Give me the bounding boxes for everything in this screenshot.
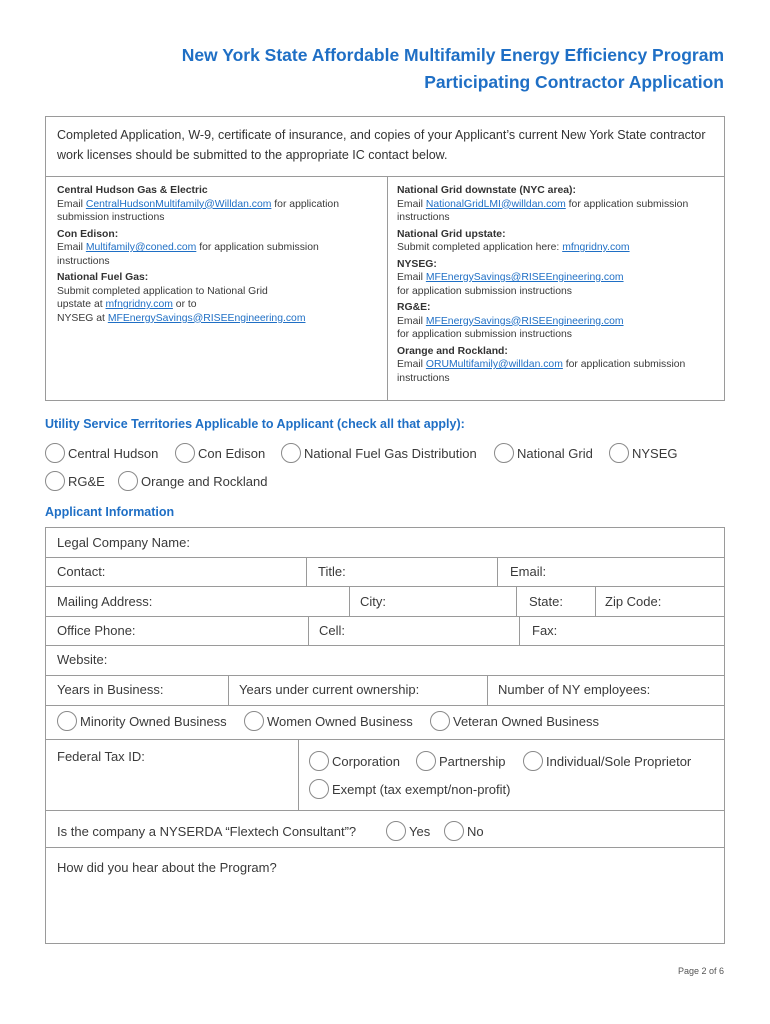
applicant-form	[45, 527, 725, 944]
contact-national-grid-downstate	[397, 184, 717, 225]
radio-circle[interactable]	[244, 711, 264, 731]
radio-circle[interactable]	[57, 711, 77, 731]
zip-code-label[interactable]: Zip Code:	[605, 594, 662, 609]
corporation-option[interactable]	[309, 751, 400, 771]
territories-heading: Utility Service Territories Applicable to Applicant (check all that apply):	[45, 417, 465, 431]
partnership-option[interactable]	[416, 751, 505, 771]
option-label: Con Edison	[198, 445, 266, 461]
contact-text: for application submission instructions	[397, 359, 686, 384]
option-label: Yes	[409, 823, 431, 839]
title-line-2: Participating Contractor Application	[424, 72, 724, 92]
contact-label[interactable]: Contact:	[57, 564, 106, 579]
veteran-owned-option[interactable]	[430, 711, 599, 731]
minority-owned-option[interactable]	[57, 711, 227, 731]
divider	[228, 675, 229, 705]
contact-text: for application submission instructions	[57, 242, 319, 267]
contact-text: Submit completed application to National Grid	[57, 285, 268, 297]
divider	[46, 645, 724, 646]
contacts-right-column	[397, 184, 717, 388]
tax-exempt-option[interactable]	[309, 779, 510, 799]
option-label: Corporation	[332, 753, 400, 769]
radio-circle[interactable]	[494, 443, 514, 463]
option-label: Women Owned Business	[267, 713, 413, 729]
radio-circle[interactable]	[386, 821, 406, 841]
radio-circle[interactable]	[309, 751, 329, 771]
office-phone-label[interactable]: Office Phone:	[57, 623, 136, 638]
contact-con-edison	[57, 228, 372, 269]
contact-text: Email	[397, 272, 426, 283]
women-owned-option[interactable]	[244, 711, 413, 731]
contact-text: for application submission instructions	[57, 198, 339, 223]
divider	[349, 586, 350, 616]
city-label[interactable]: City:	[360, 594, 386, 609]
how-heard-label[interactable]: How did you hear about the Program?	[57, 860, 277, 875]
contact-national-grid-upstate	[397, 228, 717, 255]
option-label: Central Hudson	[68, 445, 159, 461]
contact-central-hudson	[57, 184, 372, 225]
web-link[interactable]: mfngridny.com	[562, 242, 630, 253]
contact-text: Email	[397, 198, 426, 210]
contact-heading: Central Hudson Gas & Electric	[57, 185, 208, 196]
territory-rge[interactable]	[45, 471, 105, 491]
radio-circle[interactable]	[444, 821, 464, 841]
territory-central-hudson[interactable]	[45, 443, 158, 463]
state-label[interactable]: State:	[529, 594, 563, 609]
option-label: Partnership	[439, 753, 506, 769]
email-link[interactable]: MFEnergySavings@RISEEngineering.com	[107, 312, 306, 324]
contact-rge	[397, 301, 717, 342]
divider	[46, 616, 724, 617]
contact-text: Email	[57, 198, 86, 210]
email-link[interactable]: Multifamily@coned.com	[85, 242, 197, 253]
divider	[46, 675, 724, 676]
email-link[interactable]: NationalGridLMI@willdan.com	[425, 198, 566, 210]
divider	[46, 557, 724, 558]
web-link[interactable]: mfngridny.com	[105, 299, 173, 310]
divider	[497, 557, 498, 586]
divider	[487, 675, 488, 705]
contact-text: Email	[397, 315, 426, 327]
option-label: National Grid	[517, 445, 593, 461]
contact-heading: Con Edison:	[57, 228, 119, 240]
email-link[interactable]: MFEnergySavings@RISEEngineering.com	[425, 315, 624, 327]
contact-orange-rockland	[397, 345, 717, 386]
option-label: Minority Owned Business	[80, 713, 227, 729]
divider	[46, 810, 724, 811]
legal-company-name-label[interactable]: Legal Company Name:	[57, 535, 190, 550]
email-link[interactable]: CentralHudsonMultifamily@Willdan.com	[85, 198, 272, 210]
radio-circle[interactable]	[416, 751, 436, 771]
radio-circle[interactable]	[45, 471, 65, 491]
radio-circle[interactable]	[609, 443, 629, 463]
years-in-business-label[interactable]: Years in Business:	[57, 682, 164, 697]
option-label: No	[467, 823, 484, 839]
divider	[46, 739, 724, 740]
territory-orange-rockland[interactable]	[118, 471, 267, 491]
divider	[387, 176, 388, 400]
radio-circle[interactable]	[45, 443, 65, 463]
contact-text: Email	[397, 359, 426, 370]
divider	[46, 176, 724, 177]
option-label: Orange and Rockland	[141, 473, 268, 489]
radio-circle[interactable]	[175, 443, 195, 463]
contact-national-fuel	[57, 271, 372, 325]
divider	[308, 616, 309, 645]
contact-nyseg	[397, 258, 717, 299]
contact-text: or to	[172, 299, 197, 310]
sole-proprietor-option[interactable]	[523, 751, 691, 771]
fax-label[interactable]: Fax:	[532, 623, 558, 638]
contact-text: Email	[57, 242, 86, 253]
ny-employees-label[interactable]: Number of NY employees:	[498, 682, 651, 697]
contact-text: for application submission instructions	[397, 285, 572, 297]
divider	[46, 847, 724, 848]
email-label[interactable]: Email:	[510, 564, 547, 579]
contact-text: for application submission instructions	[397, 198, 689, 223]
contact-heading: National Fuel Gas:	[57, 272, 149, 283]
option-label: Exempt (tax exempt/non-profit)	[332, 781, 511, 797]
mailing-address-label[interactable]: Mailing Address:	[57, 594, 153, 609]
option-label: Veteran Owned Business	[453, 713, 599, 729]
contacts-left-column	[57, 184, 372, 328]
flextech-no-option[interactable]	[444, 821, 484, 841]
flextech-question: Is the company a NYSERDA “Flextech Consultant”?	[57, 824, 357, 839]
option-label: RG&E	[68, 473, 105, 489]
submission-instructions-box	[45, 116, 725, 401]
page-number: Page 2 of 6	[677, 966, 724, 976]
document-title	[182, 42, 724, 96]
territory-nyseg[interactable]	[609, 443, 678, 463]
divider	[516, 586, 517, 616]
contact-heading: RG&E:	[397, 302, 431, 313]
divider	[298, 739, 299, 810]
territory-con-edison[interactable]	[175, 443, 265, 463]
divider	[306, 557, 307, 586]
title-line-1: New York State Affordable Multifamily Energy Efficiency Program	[181, 45, 724, 65]
divider	[595, 586, 596, 616]
divider	[46, 705, 724, 706]
website-label[interactable]: Website:	[57, 652, 108, 667]
radio-circle[interactable]	[118, 471, 138, 491]
cell-label[interactable]: Cell:	[319, 623, 346, 638]
email-link[interactable]: ORUMultifamily@willdan.com	[425, 359, 563, 370]
contact-text: for application submission instructions	[397, 329, 572, 340]
territory-national-fuel-gas[interactable]	[281, 443, 477, 463]
option-label: National Fuel Gas Distribution	[304, 445, 477, 461]
contact-text: Submit completed application here:	[397, 242, 563, 253]
intro-text: Completed Application, W-9, certificate of insurance, and copies of your Applicant’s current New York State contractor work licenses should be submitted to the appropriate IC contact below.	[57, 128, 706, 162]
years-ownership-label[interactable]: Years under current ownership:	[239, 682, 420, 697]
radio-circle[interactable]	[309, 779, 329, 799]
contact-heading: National Grid downstate (NYC area):	[397, 185, 576, 196]
option-label: NYSEG	[632, 445, 678, 461]
territory-national-grid[interactable]	[494, 443, 593, 463]
federal-tax-id-label[interactable]: Federal Tax ID:	[57, 749, 145, 764]
contact-text: NYSEG at	[57, 312, 108, 324]
contact-heading: National Grid upstate:	[397, 228, 506, 240]
contact-text: upstate at	[57, 299, 106, 310]
divider	[46, 586, 724, 587]
radio-circle[interactable]	[281, 443, 301, 463]
contact-heading: Orange and Rockland:	[397, 345, 508, 357]
radio-circle[interactable]	[430, 711, 450, 731]
email-link[interactable]: MFEnergySavings@RISEEngineering.com	[425, 272, 624, 283]
divider	[519, 616, 520, 645]
contact-heading: NYSEG:	[397, 258, 437, 270]
flextech-yes-option[interactable]	[386, 821, 430, 841]
title-label[interactable]: Title:	[318, 564, 346, 579]
radio-circle[interactable]	[523, 751, 543, 771]
option-label: Individual/Sole Proprietor	[546, 753, 692, 769]
applicant-heading: Applicant Information	[45, 505, 175, 519]
